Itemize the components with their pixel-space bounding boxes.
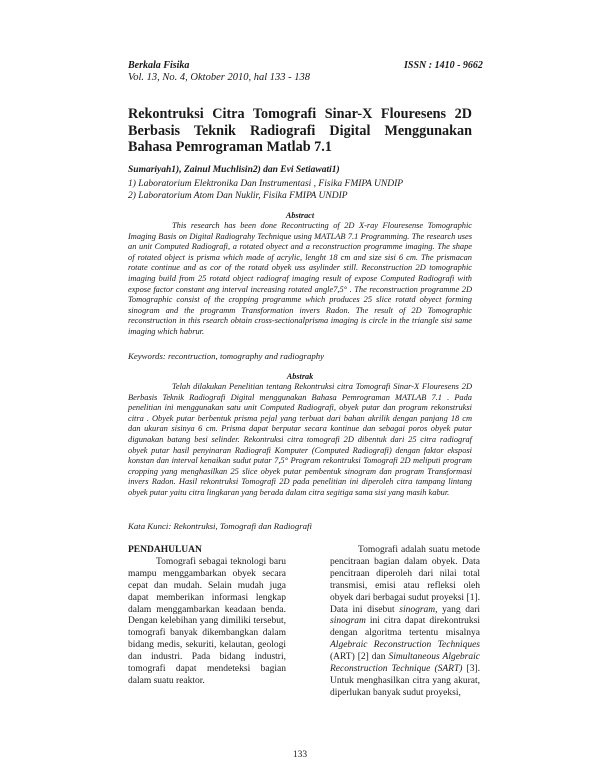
term-sart: Simultaneous Algebraic Reconstruction Technique (SART) <box>330 652 480 675</box>
body-right-column <box>330 545 480 700</box>
issn: ISSN : 1410 - 9662 <box>404 60 483 71</box>
journal-name: Berkala Fisika <box>128 60 190 71</box>
body-text: yang dari <box>437 604 480 615</box>
kata-kunci: Kata Kunci: Rekontruksi, Tomografi dan Radiografi <box>128 521 312 531</box>
affiliation-2: 2) Laboratorium Atom Dan Nuklir, Fisika FMIPA UNDIP <box>128 191 348 201</box>
abstract-text: This research has been done Recontructing of 2D X-ray Flouresense Tomographic Imaging Basis on Digital Radiograhy Technique using MATLAB 7.1 Programming. The research uses an unit Computed Radiografi, a rotated obyect and a reconstruction programme imaging. The shape of rotated object is prisma which made of acrylic, lenght 18 cm and size sisi 6 cm. The prismacan rotate continue and as cor of the rotatd obyek uss asylinder still. Reconstruction 2D tomographic imaging build from 25 rotatd object radiograf imaging result of expose Computed Radiografi with expose factor constant ang interval increasing rotated angle7,5° . The reconstruction programme 2D Tomographic consist of the cropping programme which produces 25 slice rotatd obyect forming sinogram and the programm Transformation invers Radon. The result of 2D Tomographic reconstruction in this rsearch obtain cross-sectionalprisma imaging is circle in the triangle sisi same imaging which habrur. <box>128 221 472 336</box>
section-heading: PENDAHULUAN <box>128 545 202 555</box>
authors: Sumariyah1), Zainul Muchlisin2) dan Evi Setiawati1) <box>128 165 340 175</box>
body-left-column <box>128 545 286 688</box>
body-text: ini citra dapat direkontruksi dengan algoritma tertentu misalnya <box>330 616 480 639</box>
abstrak-text: Telah dilakukan Penelitian tentang Rekontruksi citra Tomografi Sinar-X Flouresens 2D Berbasis Teknik Radiografi Digital menggunakan Bahasa Pemrograman MATLAB 7.1 . Pada penelitian ini menggunakan satu unit Computed Radiografi, obyek putar dan program rekonstruksi citra . Obyek putar berbentuk prisma pejal yang terbuat dari bahan akrilik dengan panjang 18 cm dan ukuran sisinya 6 cm. Prisma dapat berputar secara kontinue dan sebagai poros obyek putar digunakan batang besi selinder. Rekontruksi citra tomografi 2D dibentuk dari 25 citra radiograf obyek putar hasil penyinaran Radiografi Komputer (Computed Radiografi) dengan faktor eksposi konstan dan interval kenaikan sudut putar 7,5° Program rekontruksi Tomografi 2D meliputi program cropping yang menghasilkan 25 slice obyek putar pembentuk sinogram dan program Transformasi invers Radon. Hasil rekontruksi Tomografi 2D pada penelitian ini diperoleh citra tampang lintang obyek putar yaitu citra lingkaran yang berada dalam citra segitiga sama sisi yang masih kabur. <box>128 382 472 497</box>
body-paragraph: Tomografi sebagai teknologi baru mampu menggambarkan obyek secara cepat dan mudah. Selain mudah juga dapat memberikan informasi lengkap dalam menggambarkan keadaan benda. Dengan kelebihan yang dimiliki tersebut, tomografi banyak dikembangkan dalam bidang medis, sekuriti, kelautan, geologi dan industri. Pada bidang industri, tomografi dapat mendeteksi bagian dalam suatu reaktor. <box>128 556 286 686</box>
abstract-heading: Abstract <box>285 211 315 220</box>
page-number: 133 <box>292 750 308 760</box>
body-paragraph-right <box>330 545 480 700</box>
volume-info: Vol. 13, No. 4, Oktober 2010, hal 133 - 138 <box>128 72 310 83</box>
term-art: Algebraic Reconstruction Techniques <box>330 640 480 651</box>
paper-title: Rekontruksi Citra Tomografi Sinar-X Flouresens 2D Berbasis Teknik Radiografi Digital Menggunakan Bahasa Pemrograman Matlab 7.1 <box>128 106 472 155</box>
body-text: [3]. Untuk menghasilkan citra yang akurat, diperlukan banyak sudut proyeksi, <box>330 664 480 698</box>
term-sinogram: sinogram <box>330 616 366 627</box>
affiliation-1: 1) Laboratorium Elektronika Dan Instrumentasi , Fisika FMIPA UNDIP <box>128 179 404 189</box>
keywords: Keywords: recontruction, tomography and radiography <box>128 351 325 361</box>
term-sinogram: sinogram, <box>399 604 438 615</box>
body-text: Tomografi adalah suatu metode pencitraan bagian dalam obyek. Data pencitraan diperoleh dari nilai total transmisi, emisi atau refleksi oleh obyek dari berbagai sudut proyeksi [1]. Data ini disebut <box>330 545 480 615</box>
body-text: (ART) [2] dan <box>330 652 389 663</box>
abstrak-heading: Abstrak <box>286 372 314 381</box>
